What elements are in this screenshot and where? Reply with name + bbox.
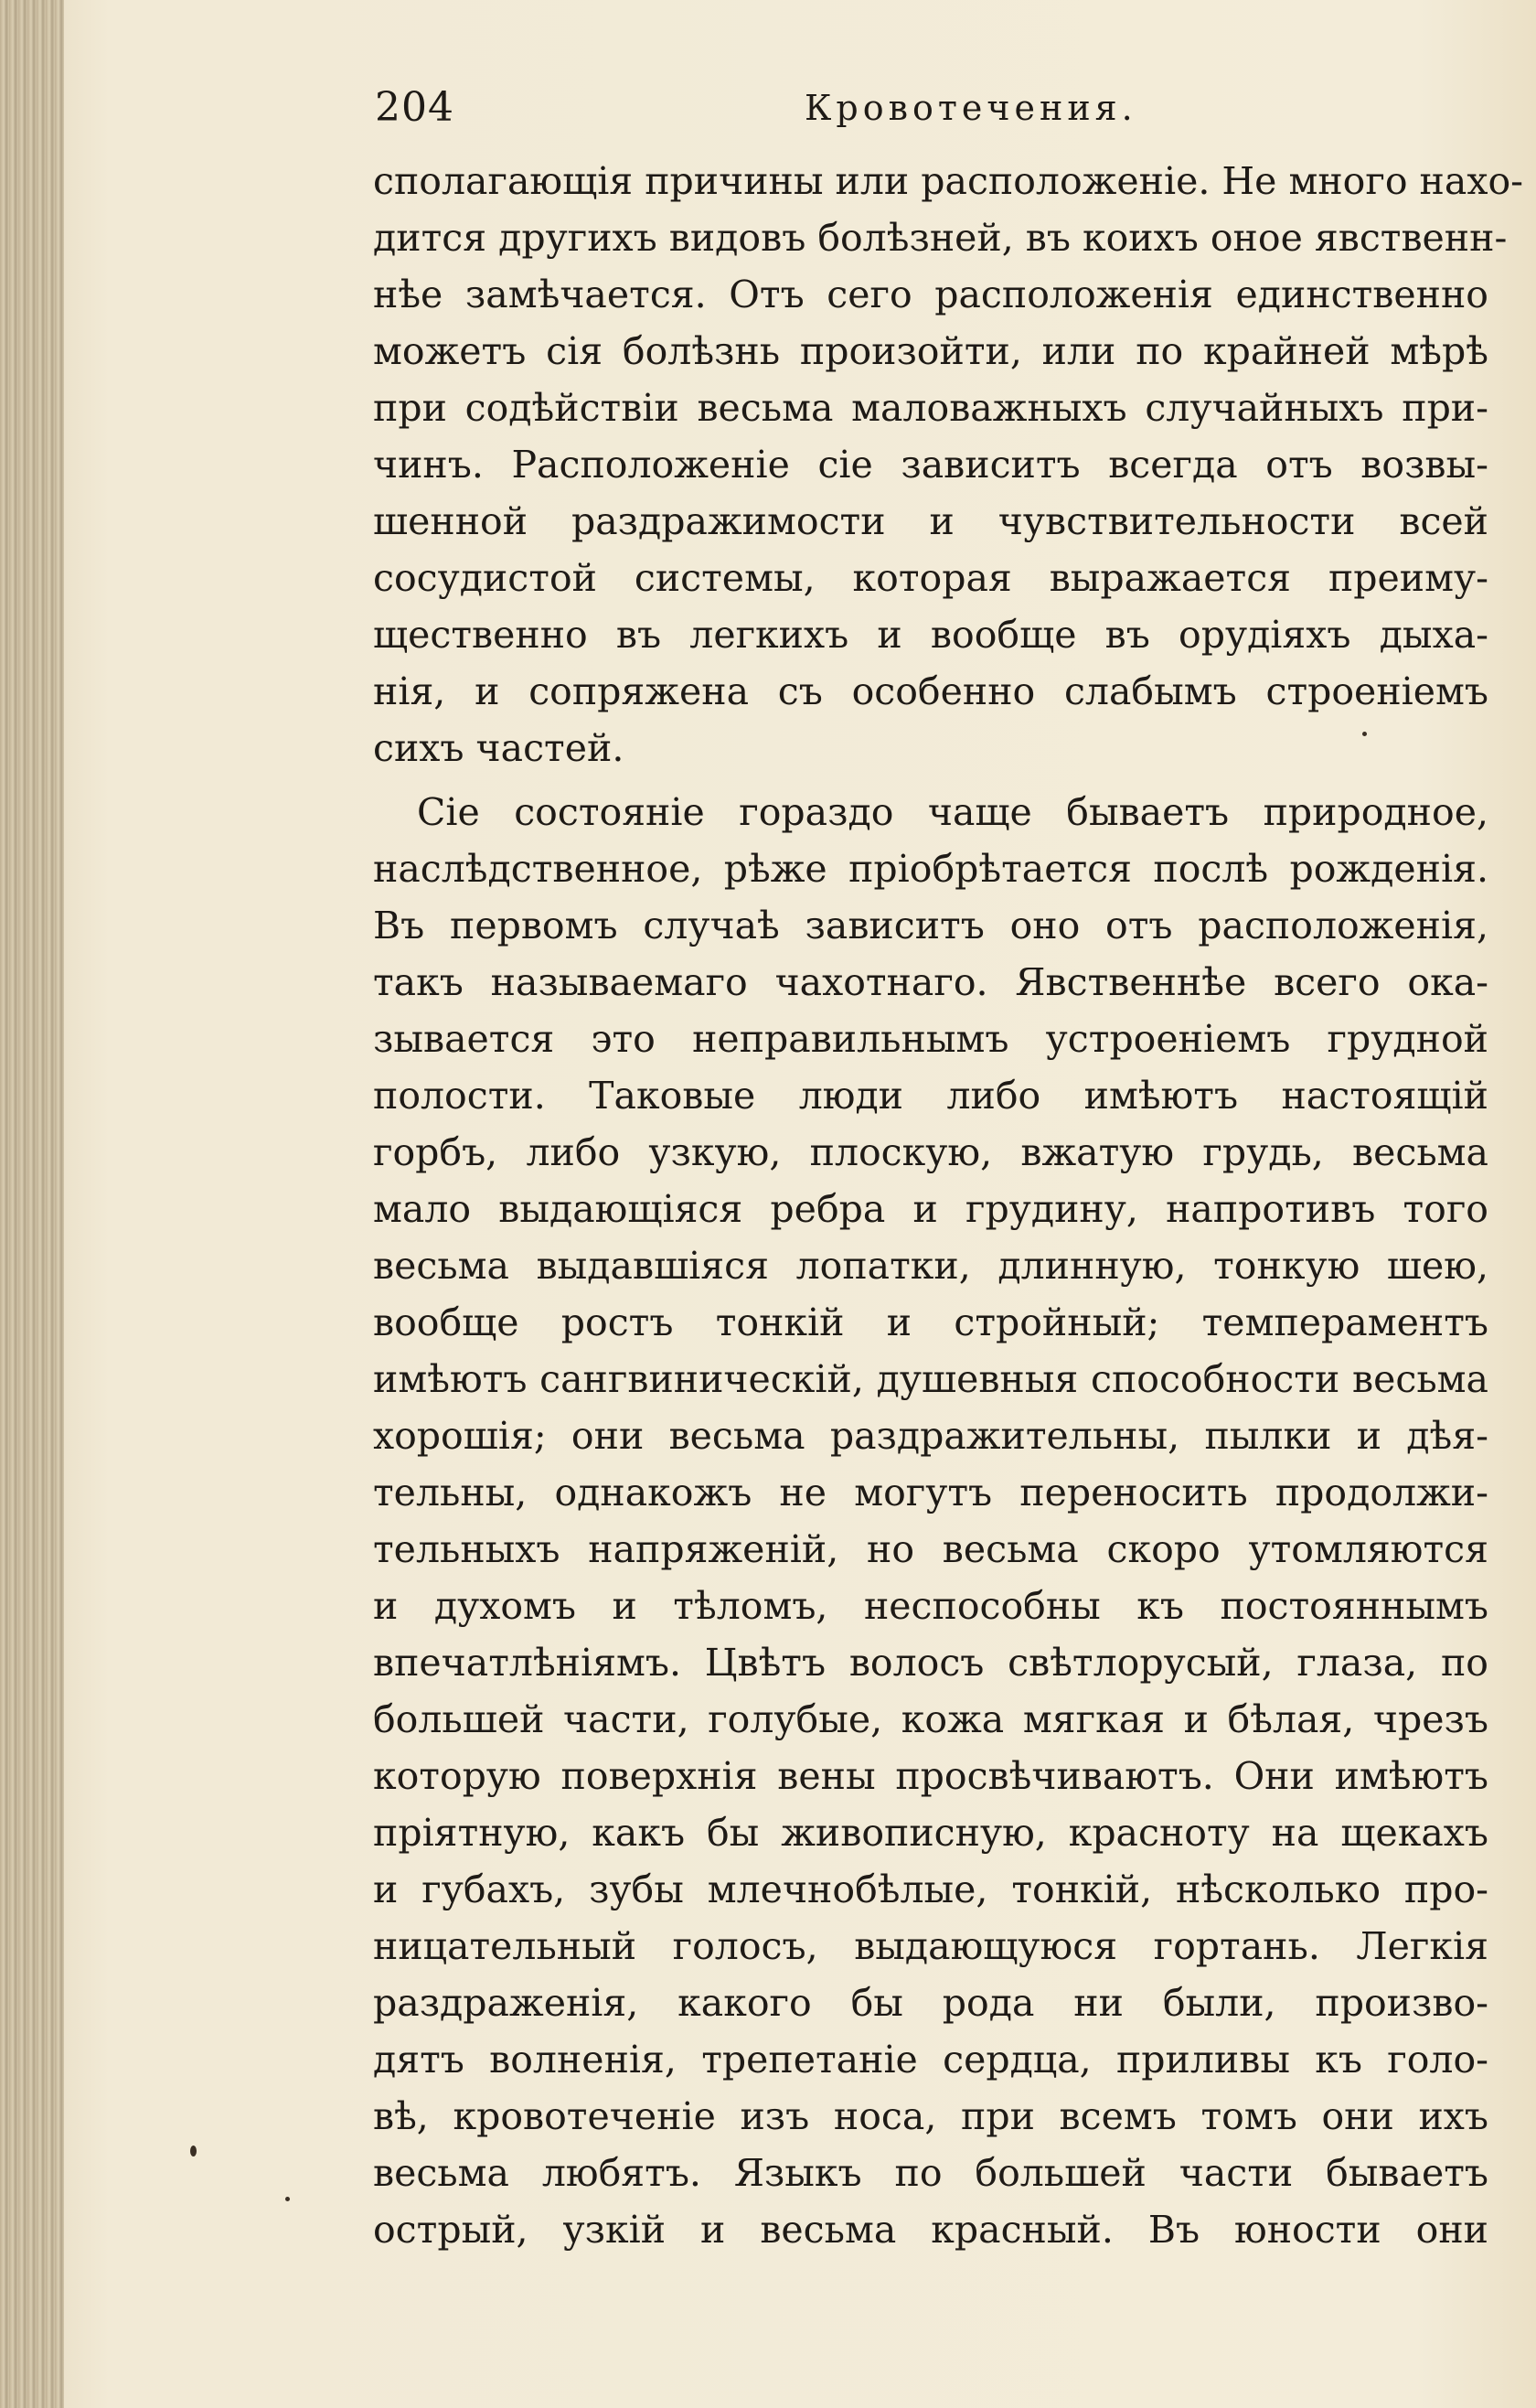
page-header bbox=[375, 84, 1472, 139]
running-head: Кровотечения. bbox=[805, 88, 1137, 128]
text-line: хорошія; они весьма раздражительны, пылки и дѣя- bbox=[373, 1414, 1488, 1458]
text-line: весьма выдавшіяся лопатки, длинную, тонкую шею, bbox=[373, 1244, 1488, 1288]
text-line: горбъ, либо узкую, плоскую, вжатую грудь, весьма bbox=[373, 1130, 1488, 1174]
text-line: щественно въ легкихъ и вообще въ орудіяхъ дыха- bbox=[373, 613, 1488, 657]
text-line: нѣе замѣчается. Отъ сего расположенія единственно bbox=[373, 273, 1488, 316]
text-line: имѣютъ сангвиническій, душевныя способности весьма bbox=[373, 1357, 1488, 1401]
text-line: дятъ волненія, трепетаніе сердца, приливы къ голо- bbox=[373, 2038, 1488, 2082]
text-line: и губахъ, зубы млечнобѣлые, тонкій, нѣсколько про- bbox=[373, 1868, 1488, 1911]
ink-speck bbox=[285, 2197, 290, 2201]
text-line: при содѣйствіи весьма маловажныхъ случайныхъ при- bbox=[373, 386, 1488, 430]
text-line: и духомъ и тѣломъ, неспособны къ постояннымъ bbox=[373, 1584, 1488, 1628]
text-line: пріятную, какъ бы живописную, красноту на щекахъ bbox=[373, 1811, 1488, 1855]
text-line: Въ первомъ случаѣ зависитъ оно отъ расположенія, bbox=[373, 904, 1488, 947]
text-line: дится другихъ видовъ болѣзней, въ коихъ оное явственн- bbox=[373, 216, 1508, 260]
page-binding-edge bbox=[0, 0, 64, 2408]
ink-speck bbox=[190, 2146, 197, 2156]
text-line: шенной раздражимости и чувствительности всей bbox=[373, 499, 1488, 543]
text-line: зывается это неправильнымъ устроеніемъ грудной bbox=[373, 1017, 1488, 1061]
text-line: сполагающія причины или расположеніе. Не много нахо- bbox=[373, 159, 1523, 203]
body-text bbox=[373, 154, 1523, 2257]
text-line: весьма любятъ. Языкъ по большей части бываетъ bbox=[373, 2151, 1488, 2195]
text-line: тельны, однакожъ не могутъ переносить продолжи- bbox=[373, 1471, 1488, 1514]
text-line: наслѣдственное, рѣже пріобрѣтается послѣ рожденія. bbox=[373, 847, 1488, 891]
text-line: мало выдающіяся ребра и грудину, напротивъ того bbox=[373, 1187, 1488, 1231]
text-line: нія, и сопряжена съ особенно слабымъ строеніемъ bbox=[373, 669, 1488, 713]
text-line: такъ называемаго чахотнаго. Явственнѣе всего ока- bbox=[373, 960, 1488, 1004]
text-line: большей части, голубые, кожа мягкая и бѣлая, чрезъ bbox=[373, 1697, 1488, 1741]
text-line: полости. Таковые люди либо имѣютъ настоящій bbox=[373, 1074, 1488, 1118]
text-line: вообще ростъ тонкій и стройный; темпераментъ bbox=[373, 1300, 1488, 1344]
text-line: ницательный голосъ, выдающуюся гортань. Легкія bbox=[373, 1924, 1488, 1968]
page-number: 204 bbox=[375, 84, 454, 131]
text-line: Сіе состояніе гораздо чаще бываетъ природное, bbox=[417, 790, 1488, 834]
text-line: сихъ частей. bbox=[373, 726, 624, 770]
text-line: раздраженія, какого бы рода ни были, произво- bbox=[373, 1981, 1488, 2025]
text-line: можетъ сія болѣзнь произойти, или по крайней мѣрѣ bbox=[373, 329, 1488, 373]
text-line: вѣ, кровотеченіе изъ носа, при всемъ томъ они ихъ bbox=[373, 2094, 1488, 2138]
text-line: чинъ. Расположеніе сіе зависитъ всегда отъ возвы- bbox=[373, 443, 1488, 487]
ink-speck bbox=[1362, 732, 1367, 736]
text-line: сосудистой системы, которая выражается преиму- bbox=[373, 556, 1488, 600]
text-line: впечатлѣніямъ. Цвѣтъ волосъ свѣтлорусый, глаза, по bbox=[373, 1641, 1488, 1685]
text-line: острый, узкій и весьма красный. Въ юности они bbox=[373, 2208, 1488, 2252]
text-line: которую поверхнія вены просвѣчиваютъ. Они имѣютъ bbox=[373, 1754, 1488, 1798]
text-line: тельныхъ напряженій, но весьма скоро утомляются bbox=[373, 1527, 1488, 1571]
